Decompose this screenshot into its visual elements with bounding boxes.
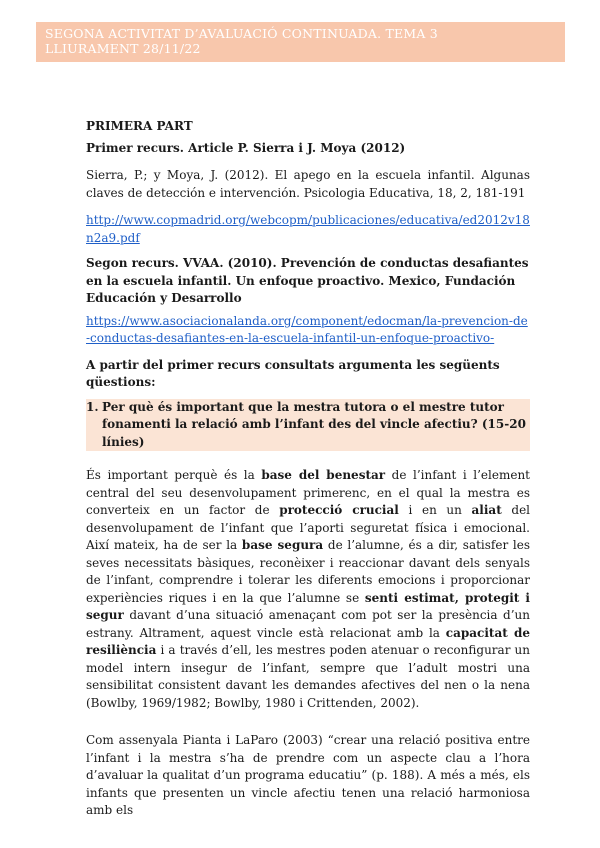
answer-text: davant d’una situació amenaçant com pot ser la presència d’un estrany. Altrament, aquest vincle està relacionat amb la [86, 608, 530, 640]
resource1-link[interactable]: http://www.copmadrid.org/webcopm/publicaciones/educativa/ed2012v18n2a9.pdf [86, 213, 530, 245]
resource2-link[interactable]: https://www.asociacionalanda.org/component/edocman/la-prevencion-de-conductas-desafiantes-en-la-escuela-infantil-un-enfoque-proactivo- [86, 313, 528, 345]
answer-text: És important perquè és la [86, 468, 262, 482]
answer-text: i en un [398, 503, 472, 517]
question-1 [86, 399, 530, 452]
resource1-citation: Sierra, P.; y Moya, J. (2012). El apego en la escuela infantil. Algunas claves de detección e intervención. Psicologia Educativa, 18, 2, 181-191 [86, 168, 530, 200]
section-title: PRIMERA PART [86, 119, 193, 133]
answer-text: i a través d’ell, les mestres poden atenuar o reconfigurar un model intern insegur de l’infant, sempre que l’adult mostri una sensibilitat consistent davant les demandes afectives del nen o la nena (Bowlby, 1969/1982; Bowlby, 1980 i Crittenden, 2002). [86, 643, 530, 710]
answer-highlight: senti estimat, protegit i segur [86, 590, 530, 622]
banner-date: LLIURAMENT 28/11/22 [45, 41, 201, 56]
answer-paragraph-1 [86, 467, 530, 712]
answer-highlight: capacitat de resiliència [86, 625, 530, 657]
banner-title: SEGONA ACTIVITAT D’AVALUACIÓ CONTINUADA. TEMA 3 [45, 26, 438, 41]
answer-text: del desenvolupament de l’infant que l’aporti seguretat física i emocional. Així mateix, ha de ser la [86, 503, 531, 552]
answer-highlight: protecció crucial [279, 503, 399, 517]
document-body [86, 118, 530, 820]
answer-highlight: base del benestar [261, 468, 386, 482]
answer-paragraph-2: Com assenyala Pianta i LaParo (2003) “crear una relació positiva entre l’infant i la mestra s’ha de prendre com un aspecte clau a l’hora d’avaluar la qualitat d’un programa educatiu” (p. 188). A més a més, els infants que presenten un vincle afectiu tenen una relació harmoniosa amb els [86, 733, 530, 817]
answer-highlight: aliat [471, 503, 502, 517]
header-banner [36, 22, 565, 62]
question-text: Per què és important que la mestra tutora o el mestre tutor fonamenti la relació amb l’infant des del vincle afectiu? (15-20 línies) [102, 399, 526, 449]
resource1-heading: Primer recurs. Article P. Sierra i J. Moya (2012) [86, 140, 406, 155]
answer-highlight: base segura [241, 538, 324, 552]
answer-text: de l’infant i l’element central del seu desenvolupament primerenc, en el qual la mestra es converteix en un factor de [86, 468, 530, 517]
answer-text: de l’alumne, és a dir, satisfer les seves necessitats bàsiques, reconèixer i reaccionar davant dels senyals de l’infant, comprendre i tolerar les diferents emocions i proporcionar experiències riques i en la que l’alumne se [86, 538, 531, 605]
question-number: 1. [86, 399, 99, 414]
resource2-heading: Segon recurs. VVAA. (2010). Prevención de conductas desafiantes en la escuela infantil. Un enfoque proactivo. Mexico, Fundación Educación y Desarrollo [86, 256, 529, 305]
question-intro: A partir del primer recurs consultats argumenta les següents qüestions: [86, 357, 500, 389]
